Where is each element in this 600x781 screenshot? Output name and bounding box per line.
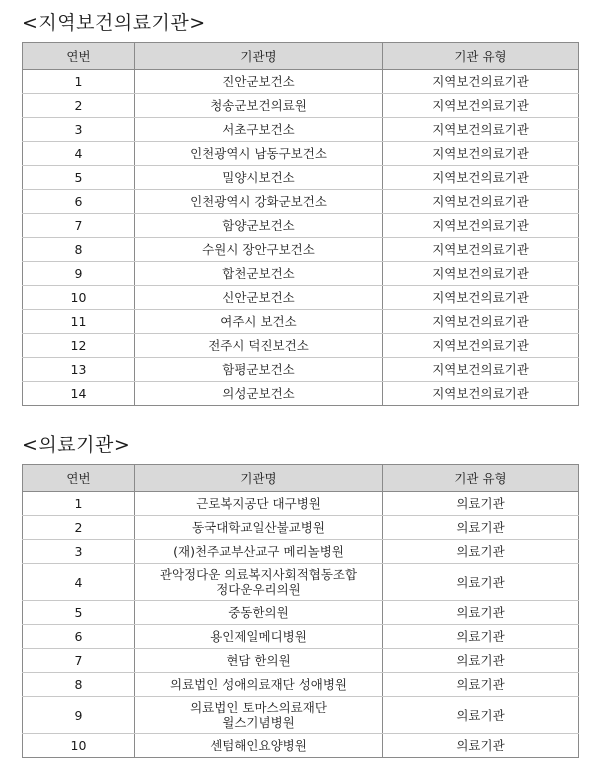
- table-row: [23, 382, 579, 406]
- table-header-row: [23, 465, 579, 492]
- institution-type: 지역보건의료기관: [383, 118, 579, 142]
- institution-type: 지역보건의료기관: [383, 166, 579, 190]
- institution-type: 지역보건의료기관: [383, 70, 579, 94]
- table-row: [23, 334, 579, 358]
- institution-name: 서초구보건소: [135, 118, 383, 142]
- table-row: [23, 734, 579, 758]
- institution-type: 지역보건의료기관: [383, 286, 579, 310]
- institution-type: 지역보건의료기관: [383, 214, 579, 238]
- row-number: 3: [23, 118, 135, 142]
- header-no: 연번: [23, 43, 135, 70]
- institution-name: 함양군보건소: [135, 214, 383, 238]
- institution-type: 의료기관: [383, 601, 579, 625]
- regional-health-institutions-table: [22, 42, 579, 406]
- institution-type: 지역보건의료기관: [383, 94, 579, 118]
- institution-type: 지역보건의료기관: [383, 310, 579, 334]
- section-title-medical: <의료기관>: [22, 434, 131, 456]
- institution-name: 용인제일메디병원: [135, 625, 383, 649]
- table-row: [23, 214, 579, 238]
- row-number: 6: [23, 190, 135, 214]
- institution-type: 의료기관: [383, 673, 579, 697]
- institution-name: 센텀해인요양병원: [135, 734, 383, 758]
- table-row: [23, 564, 579, 601]
- institution-type: 의료기관: [383, 540, 579, 564]
- institution-name: (재)천주교부산교구 메리놀병원: [135, 540, 383, 564]
- table-row: [23, 94, 579, 118]
- table-row: [23, 310, 579, 334]
- table-row: [23, 625, 579, 649]
- row-number: 4: [23, 564, 135, 601]
- row-number: 14: [23, 382, 135, 406]
- header-no: 연번: [23, 465, 135, 492]
- row-number: 4: [23, 142, 135, 166]
- row-number: 2: [23, 94, 135, 118]
- header-institution-type: 기관 유형: [383, 43, 579, 70]
- institution-name: 전주시 덕진보건소: [135, 334, 383, 358]
- table-row: [23, 492, 579, 516]
- institution-type: 의료기관: [383, 649, 579, 673]
- row-number: 1: [23, 70, 135, 94]
- table-row: [23, 118, 579, 142]
- row-number: 9: [23, 697, 135, 734]
- table-row: [23, 238, 579, 262]
- institution-name: 신안군보건소: [135, 286, 383, 310]
- table-row: [23, 262, 579, 286]
- institution-type: 지역보건의료기관: [383, 358, 579, 382]
- row-number: 11: [23, 310, 135, 334]
- row-number: 10: [23, 734, 135, 758]
- medical-institutions-table: [22, 464, 579, 758]
- institution-name: 의료법인 토마스의료재단 윌스기념병원: [135, 697, 383, 734]
- row-number: 7: [23, 649, 135, 673]
- row-number: 10: [23, 286, 135, 310]
- row-number: 13: [23, 358, 135, 382]
- institution-name: 함평군보건소: [135, 358, 383, 382]
- table-row: [23, 142, 579, 166]
- institution-type: 의료기관: [383, 516, 579, 540]
- row-number: 12: [23, 334, 135, 358]
- institution-name: 진안군보건소: [135, 70, 383, 94]
- row-number: 6: [23, 625, 135, 649]
- section-title-regional: <지역보건의료기관>: [22, 12, 206, 34]
- header-institution-type: 기관 유형: [383, 465, 579, 492]
- row-number: 2: [23, 516, 135, 540]
- row-number: 7: [23, 214, 135, 238]
- institution-name: 인천광역시 강화군보건소: [135, 190, 383, 214]
- table-row: [23, 697, 579, 734]
- table-row: [23, 649, 579, 673]
- institution-name: 의료법인 성애의료재단 성애병원: [135, 673, 383, 697]
- institution-type: 지역보건의료기관: [383, 190, 579, 214]
- table-row: [23, 358, 579, 382]
- institution-type: 의료기관: [383, 697, 579, 734]
- table-row: [23, 286, 579, 310]
- institution-type: 의료기관: [383, 492, 579, 516]
- institution-type: 의료기관: [383, 564, 579, 601]
- table-row: [23, 190, 579, 214]
- table-header-row: [23, 43, 579, 70]
- institution-type: 지역보건의료기관: [383, 262, 579, 286]
- table-row: [23, 516, 579, 540]
- institution-type: 지역보건의료기관: [383, 382, 579, 406]
- institution-type: 지역보건의료기관: [383, 238, 579, 262]
- institution-type: 의료기관: [383, 625, 579, 649]
- institution-name: 중동한의원: [135, 601, 383, 625]
- row-number: 5: [23, 166, 135, 190]
- institution-type: 의료기관: [383, 734, 579, 758]
- institution-name: 수원시 장안구보건소: [135, 238, 383, 262]
- header-institution-name: 기관명: [135, 465, 383, 492]
- institution-name: 밀양시보건소: [135, 166, 383, 190]
- institution-name: 관악정다운 의료복지사회적협동조합 정다운우리의원: [135, 564, 383, 601]
- institution-name: 의성군보건소: [135, 382, 383, 406]
- row-number: 5: [23, 601, 135, 625]
- institution-name: 인천광역시 남동구보건소: [135, 142, 383, 166]
- table-row: [23, 601, 579, 625]
- row-number: 8: [23, 673, 135, 697]
- institution-type: 지역보건의료기관: [383, 334, 579, 358]
- table-row: [23, 540, 579, 564]
- institution-name: 근로복지공단 대구병원: [135, 492, 383, 516]
- row-number: 8: [23, 238, 135, 262]
- row-number: 1: [23, 492, 135, 516]
- institution-name: 청송군보건의료원: [135, 94, 383, 118]
- institution-type: 지역보건의료기관: [383, 142, 579, 166]
- row-number: 3: [23, 540, 135, 564]
- table-row: [23, 166, 579, 190]
- table-row: [23, 673, 579, 697]
- institution-name: 합천군보건소: [135, 262, 383, 286]
- row-number: 9: [23, 262, 135, 286]
- institution-name: 여주시 보건소: [135, 310, 383, 334]
- table-row: [23, 70, 579, 94]
- institution-name: 현담 한의원: [135, 649, 383, 673]
- header-institution-name: 기관명: [135, 43, 383, 70]
- institution-name: 동국대학교일산불교병원: [135, 516, 383, 540]
